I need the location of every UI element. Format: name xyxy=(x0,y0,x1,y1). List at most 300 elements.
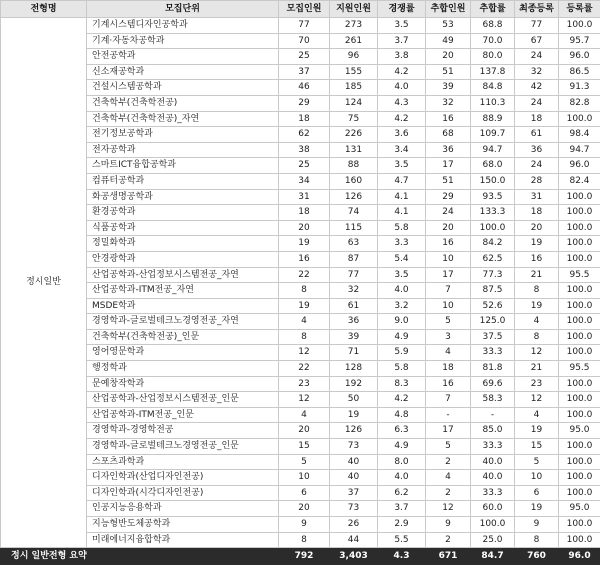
value-cell: 61 xyxy=(515,127,559,143)
value-cell: 100.0 xyxy=(559,189,600,205)
value-cell: 8 xyxy=(279,329,330,345)
value-cell: 73 xyxy=(330,501,378,517)
unit-name-cell: 경영학과-글로벌테크노경영전공_인문 xyxy=(87,439,279,455)
unit-name-cell: 컴퓨터공학과 xyxy=(87,173,279,189)
value-cell: 100.0 xyxy=(559,376,600,392)
value-cell: 18 xyxy=(279,111,330,127)
value-cell: 4.8 xyxy=(378,407,426,423)
value-cell: 69.6 xyxy=(471,376,515,392)
summary-value-cell: 4.3 xyxy=(378,548,426,565)
value-cell: 96.0 xyxy=(559,49,600,65)
value-cell: 8 xyxy=(279,283,330,299)
table-row xyxy=(1,49,600,65)
value-cell: 81.8 xyxy=(471,361,515,377)
value-cell: 4.2 xyxy=(378,111,426,127)
value-cell: 15 xyxy=(279,439,330,455)
value-cell: 4 xyxy=(515,314,559,330)
unit-name-cell: 스포츠과학과 xyxy=(87,454,279,470)
value-cell: 20 xyxy=(279,423,330,439)
value-cell: 100.0 xyxy=(559,454,600,470)
header-applicants: 지원인원 xyxy=(330,1,378,18)
value-cell: 74 xyxy=(330,205,378,221)
value-cell: 24 xyxy=(426,205,471,221)
table-row xyxy=(1,251,600,267)
value-cell: 261 xyxy=(330,33,378,49)
value-cell: 67 xyxy=(515,33,559,49)
value-cell: 32 xyxy=(515,64,559,80)
value-cell: 87.5 xyxy=(471,283,515,299)
value-cell: 17 xyxy=(426,423,471,439)
value-cell: 29 xyxy=(426,189,471,205)
unit-name-cell: 영어영문학과 xyxy=(87,345,279,361)
value-cell: 100.0 xyxy=(559,236,600,252)
value-cell: 24 xyxy=(515,49,559,65)
table-row xyxy=(1,376,600,392)
unit-name-cell: 기계시스템디자인공학과 xyxy=(87,18,279,34)
unit-name-cell: 경영학과-글로벌테크노경영전공_자연 xyxy=(87,314,279,330)
value-cell: 95.0 xyxy=(559,423,600,439)
value-cell: 20 xyxy=(279,501,330,517)
value-cell: 100.0 xyxy=(559,329,600,345)
table-row xyxy=(1,158,600,174)
value-cell: 58.3 xyxy=(471,392,515,408)
value-cell: 3.5 xyxy=(378,267,426,283)
value-cell: 88.9 xyxy=(471,111,515,127)
value-cell: 18 xyxy=(426,361,471,377)
unit-name-cell: 인공지능응용학과 xyxy=(87,501,279,517)
value-cell: 23 xyxy=(279,376,330,392)
summary-value-cell: 671 xyxy=(426,548,471,565)
value-cell: 68.8 xyxy=(471,18,515,34)
value-cell: 126 xyxy=(330,189,378,205)
unit-name-cell: 디자인학과(산업디자인전공) xyxy=(87,470,279,486)
table-row xyxy=(1,205,600,221)
value-cell: 93.5 xyxy=(471,189,515,205)
value-cell: 68.0 xyxy=(471,158,515,174)
value-cell: 40 xyxy=(330,454,378,470)
value-cell: 3 xyxy=(426,329,471,345)
value-cell: 100.0 xyxy=(559,439,600,455)
summary-row xyxy=(1,548,600,565)
value-cell: 23 xyxy=(515,376,559,392)
unit-name-cell: 건축학부(건축학전공)_인문 xyxy=(87,329,279,345)
value-cell: 124 xyxy=(330,95,378,111)
value-cell: 26 xyxy=(330,517,378,533)
value-cell: 16 xyxy=(426,111,471,127)
value-cell: 68 xyxy=(426,127,471,143)
value-cell: 100.0 xyxy=(471,220,515,236)
value-cell: 3.7 xyxy=(378,33,426,49)
value-cell: 125.0 xyxy=(471,314,515,330)
table-row xyxy=(1,95,600,111)
value-cell: 150.0 xyxy=(471,173,515,189)
value-cell: 44 xyxy=(330,532,378,548)
value-cell: 95.7 xyxy=(559,33,600,49)
value-cell: 5 xyxy=(426,439,471,455)
value-cell: 4 xyxy=(279,407,330,423)
value-cell: 100.0 xyxy=(559,283,600,299)
value-cell: - xyxy=(471,407,515,423)
value-cell: 42 xyxy=(515,80,559,96)
value-cell: 20 xyxy=(426,220,471,236)
value-cell: 6.2 xyxy=(378,485,426,501)
value-cell: 19 xyxy=(515,501,559,517)
header-row xyxy=(1,1,600,18)
value-cell: 60.0 xyxy=(471,501,515,517)
value-cell: 5.8 xyxy=(378,361,426,377)
value-cell: 100.0 xyxy=(559,532,600,548)
value-cell: 100.0 xyxy=(559,205,600,221)
value-cell: 100.0 xyxy=(559,298,600,314)
value-cell: 95.0 xyxy=(559,501,600,517)
value-cell: 17 xyxy=(426,158,471,174)
value-cell: 20 xyxy=(426,49,471,65)
value-cell: 36 xyxy=(330,314,378,330)
value-cell: 91.3 xyxy=(559,80,600,96)
value-cell: 100.0 xyxy=(559,517,600,533)
table-row xyxy=(1,220,600,236)
value-cell: 10 xyxy=(426,298,471,314)
value-cell: 32 xyxy=(330,283,378,299)
value-cell: 100.0 xyxy=(559,392,600,408)
table-row xyxy=(1,18,600,34)
value-cell: 77 xyxy=(279,18,330,34)
value-cell: 4.1 xyxy=(378,189,426,205)
value-cell: 77 xyxy=(515,18,559,34)
value-cell: 10 xyxy=(426,251,471,267)
value-cell: 18 xyxy=(515,111,559,127)
value-cell: 192 xyxy=(330,376,378,392)
unit-name-cell: 건축학부(건축학전공) xyxy=(87,95,279,111)
value-cell: 4 xyxy=(515,407,559,423)
table-row xyxy=(1,470,600,486)
value-cell: 95.5 xyxy=(559,361,600,377)
value-cell: 273 xyxy=(330,18,378,34)
unit-name-cell: 전기정보공학과 xyxy=(87,127,279,143)
header-quota: 모집인원 xyxy=(279,1,330,18)
table-row xyxy=(1,189,600,205)
value-cell: 50 xyxy=(330,392,378,408)
value-cell: 84.8 xyxy=(471,80,515,96)
table-row xyxy=(1,517,600,533)
value-cell: 2.9 xyxy=(378,517,426,533)
value-cell: 24 xyxy=(515,95,559,111)
value-cell: 3.4 xyxy=(378,142,426,158)
value-cell: 87 xyxy=(330,251,378,267)
unit-name-cell: 산업공학과-산업정보시스템전공_자연 xyxy=(87,267,279,283)
value-cell: 19 xyxy=(279,298,330,314)
table-row xyxy=(1,111,600,127)
table-row xyxy=(1,33,600,49)
value-cell: 8 xyxy=(515,532,559,548)
table-row xyxy=(1,267,600,283)
table-row xyxy=(1,283,600,299)
value-cell: 4.2 xyxy=(378,392,426,408)
header-type: 전형명 xyxy=(1,1,87,18)
header-final-enrolled: 최종등록 xyxy=(515,1,559,18)
value-cell: 128 xyxy=(330,361,378,377)
value-cell: 40 xyxy=(330,470,378,486)
unit-name-cell: 산업공학과-산업정보시스템전공_인문 xyxy=(87,392,279,408)
unit-name-cell: MSDE학과 xyxy=(87,298,279,314)
value-cell: 5 xyxy=(515,454,559,470)
value-cell: 32 xyxy=(426,95,471,111)
value-cell: 25 xyxy=(279,49,330,65)
value-cell: 8.0 xyxy=(378,454,426,470)
value-cell: 25.0 xyxy=(471,532,515,548)
value-cell: 110.3 xyxy=(471,95,515,111)
table-body xyxy=(1,18,600,565)
value-cell: 4.0 xyxy=(378,470,426,486)
value-cell: 226 xyxy=(330,127,378,143)
value-cell: - xyxy=(426,407,471,423)
value-cell: 15 xyxy=(515,439,559,455)
value-cell: 36 xyxy=(426,142,471,158)
value-cell: 7 xyxy=(426,392,471,408)
value-cell: 71 xyxy=(330,345,378,361)
unit-name-cell: 정밀화학과 xyxy=(87,236,279,252)
value-cell: 75 xyxy=(330,111,378,127)
summary-value-cell: 84.7 xyxy=(471,548,515,565)
unit-name-cell: 전자공학과 xyxy=(87,142,279,158)
value-cell: 3.6 xyxy=(378,127,426,143)
unit-name-cell: 디자인학과(시각디자인전공) xyxy=(87,485,279,501)
table-row xyxy=(1,439,600,455)
summary-value-cell: 760 xyxy=(515,548,559,565)
unit-name-cell: 문예창작학과 xyxy=(87,376,279,392)
value-cell: 22 xyxy=(279,267,330,283)
value-cell: 88 xyxy=(330,158,378,174)
value-cell: 10 xyxy=(279,470,330,486)
value-cell: 3.8 xyxy=(378,49,426,65)
unit-name-cell: 식품공학과 xyxy=(87,220,279,236)
value-cell: 84.2 xyxy=(471,236,515,252)
value-cell: 36 xyxy=(515,142,559,158)
table-row xyxy=(1,298,600,314)
unit-name-cell: 안전공학과 xyxy=(87,49,279,65)
table-row xyxy=(1,64,600,80)
value-cell: 33.3 xyxy=(471,345,515,361)
table-row xyxy=(1,236,600,252)
value-cell: 95.5 xyxy=(559,267,600,283)
summary-value-cell: 792 xyxy=(279,548,330,565)
value-cell: 38 xyxy=(279,142,330,158)
table-row xyxy=(1,392,600,408)
unit-name-cell: 산업공학과-ITM전공_자연 xyxy=(87,283,279,299)
value-cell: 8 xyxy=(515,329,559,345)
table-row xyxy=(1,532,600,548)
table-row xyxy=(1,454,600,470)
value-cell: 46 xyxy=(279,80,330,96)
value-cell: 3.7 xyxy=(378,501,426,517)
table-row xyxy=(1,361,600,377)
value-cell: 39 xyxy=(330,329,378,345)
value-cell: 3.5 xyxy=(378,158,426,174)
value-cell: 185 xyxy=(330,80,378,96)
value-cell: 12 xyxy=(515,392,559,408)
unit-name-cell: 미래에너지융합학과 xyxy=(87,532,279,548)
table-row xyxy=(1,329,600,345)
table-row xyxy=(1,407,600,423)
summary-value-cell: 96.0 xyxy=(559,548,600,565)
value-cell: 34 xyxy=(279,173,330,189)
value-cell: 37 xyxy=(330,485,378,501)
value-cell: 100.0 xyxy=(559,485,600,501)
value-cell: 100.0 xyxy=(559,470,600,486)
value-cell: 100.0 xyxy=(559,220,600,236)
value-cell: 77.3 xyxy=(471,267,515,283)
value-cell: 5 xyxy=(426,314,471,330)
unit-name-cell: 경영학과-경영학전공 xyxy=(87,423,279,439)
value-cell: 70 xyxy=(279,33,330,49)
value-cell: 16 xyxy=(515,251,559,267)
table-row xyxy=(1,501,600,517)
unit-name-cell: 산업공학과-ITM전공_인문 xyxy=(87,407,279,423)
unit-name-cell: 스마트ICT융합공학과 xyxy=(87,158,279,174)
value-cell: 16 xyxy=(426,376,471,392)
value-cell: 37 xyxy=(279,64,330,80)
value-cell: 6 xyxy=(279,485,330,501)
value-cell: 96 xyxy=(330,49,378,65)
value-cell: 9.0 xyxy=(378,314,426,330)
value-cell: 49 xyxy=(426,33,471,49)
value-cell: 40.0 xyxy=(471,454,515,470)
value-cell: 53 xyxy=(426,18,471,34)
table-row xyxy=(1,80,600,96)
unit-name-cell: 행정학과 xyxy=(87,361,279,377)
value-cell: 9 xyxy=(515,517,559,533)
summary-value-cell: 3,403 xyxy=(330,548,378,565)
table-row xyxy=(1,173,600,189)
value-cell: 7 xyxy=(426,283,471,299)
value-cell: 19 xyxy=(330,407,378,423)
value-cell: 8.3 xyxy=(378,376,426,392)
value-cell: 155 xyxy=(330,64,378,80)
value-cell: 25 xyxy=(279,158,330,174)
value-cell: 100.0 xyxy=(559,345,600,361)
value-cell: 77 xyxy=(330,267,378,283)
header-additional: 추합인원 xyxy=(426,1,471,18)
value-cell: 10 xyxy=(515,470,559,486)
value-cell: 98.4 xyxy=(559,127,600,143)
unit-name-cell: 화공생명공학과 xyxy=(87,189,279,205)
value-cell: 2 xyxy=(426,454,471,470)
header-enroll-rate: 등록률 xyxy=(559,1,600,18)
value-cell: 5.8 xyxy=(378,220,426,236)
value-cell: 100.0 xyxy=(559,18,600,34)
value-cell: 19 xyxy=(515,236,559,252)
unit-name-cell: 환경공학과 xyxy=(87,205,279,221)
value-cell: 16 xyxy=(426,236,471,252)
value-cell: 40.0 xyxy=(471,470,515,486)
value-cell: 5 xyxy=(279,454,330,470)
value-cell: 85.0 xyxy=(471,423,515,439)
value-cell: 3.2 xyxy=(378,298,426,314)
value-cell: 137.8 xyxy=(471,64,515,80)
value-cell: 51 xyxy=(426,173,471,189)
value-cell: 12 xyxy=(426,501,471,517)
value-cell: 17 xyxy=(426,267,471,283)
value-cell: 131 xyxy=(330,142,378,158)
value-cell: 19 xyxy=(515,298,559,314)
value-cell: 62.5 xyxy=(471,251,515,267)
value-cell: 9 xyxy=(426,517,471,533)
unit-name-cell: 신소재공학과 xyxy=(87,64,279,80)
value-cell: 61 xyxy=(330,298,378,314)
value-cell: 18 xyxy=(515,205,559,221)
admission-type-cell: 정시일반 xyxy=(1,18,87,548)
value-cell: 62 xyxy=(279,127,330,143)
value-cell: 5.4 xyxy=(378,251,426,267)
value-cell: 29 xyxy=(279,95,330,111)
unit-name-cell: 지능형반도체공학과 xyxy=(87,517,279,533)
value-cell: 8 xyxy=(279,532,330,548)
summary-label: 정시 일반전형 요약 xyxy=(1,548,279,565)
table-row xyxy=(1,142,600,158)
unit-name-cell: 건설시스템공학과 xyxy=(87,80,279,96)
value-cell: 4.1 xyxy=(378,205,426,221)
value-cell: 4 xyxy=(279,314,330,330)
unit-name-cell: 기계·자동차공학과 xyxy=(87,33,279,49)
value-cell: 4.0 xyxy=(378,283,426,299)
value-cell: 94.7 xyxy=(471,142,515,158)
value-cell: 100.0 xyxy=(559,407,600,423)
value-cell: 16 xyxy=(279,251,330,267)
table-row xyxy=(1,423,600,439)
value-cell: 37.5 xyxy=(471,329,515,345)
value-cell: 18 xyxy=(279,205,330,221)
value-cell: 133.3 xyxy=(471,205,515,221)
value-cell: 80.0 xyxy=(471,49,515,65)
value-cell: 4 xyxy=(426,345,471,361)
value-cell: 20 xyxy=(515,220,559,236)
value-cell: 3.3 xyxy=(378,236,426,252)
value-cell: 86.5 xyxy=(559,64,600,80)
value-cell: 100.0 xyxy=(559,251,600,267)
value-cell: 22 xyxy=(279,361,330,377)
value-cell: 4.3 xyxy=(378,95,426,111)
value-cell: 12 xyxy=(279,392,330,408)
value-cell: 100.0 xyxy=(471,517,515,533)
value-cell: 39 xyxy=(426,80,471,96)
header-ratio: 경쟁률 xyxy=(378,1,426,18)
table-row xyxy=(1,485,600,501)
unit-name-cell: 건축학부(건축학전공)_자연 xyxy=(87,111,279,127)
value-cell: 12 xyxy=(279,345,330,361)
value-cell: 4.0 xyxy=(378,80,426,96)
value-cell: 31 xyxy=(279,189,330,205)
value-cell: 100.0 xyxy=(559,314,600,330)
unit-name-cell: 안경광학과 xyxy=(87,251,279,267)
value-cell: 24 xyxy=(515,158,559,174)
value-cell: 109.7 xyxy=(471,127,515,143)
value-cell: 20 xyxy=(279,220,330,236)
value-cell: 100.0 xyxy=(559,111,600,127)
value-cell: 33.3 xyxy=(471,439,515,455)
header-unit: 모집단위 xyxy=(87,1,279,18)
value-cell: 8 xyxy=(515,283,559,299)
value-cell: 3.5 xyxy=(378,18,426,34)
table-row xyxy=(1,314,600,330)
value-cell: 94.7 xyxy=(559,142,600,158)
value-cell: 2 xyxy=(426,532,471,548)
value-cell: 52.6 xyxy=(471,298,515,314)
table-row xyxy=(1,127,600,143)
value-cell: 4.9 xyxy=(378,329,426,345)
value-cell: 5.9 xyxy=(378,345,426,361)
value-cell: 4.9 xyxy=(378,439,426,455)
value-cell: 21 xyxy=(515,267,559,283)
